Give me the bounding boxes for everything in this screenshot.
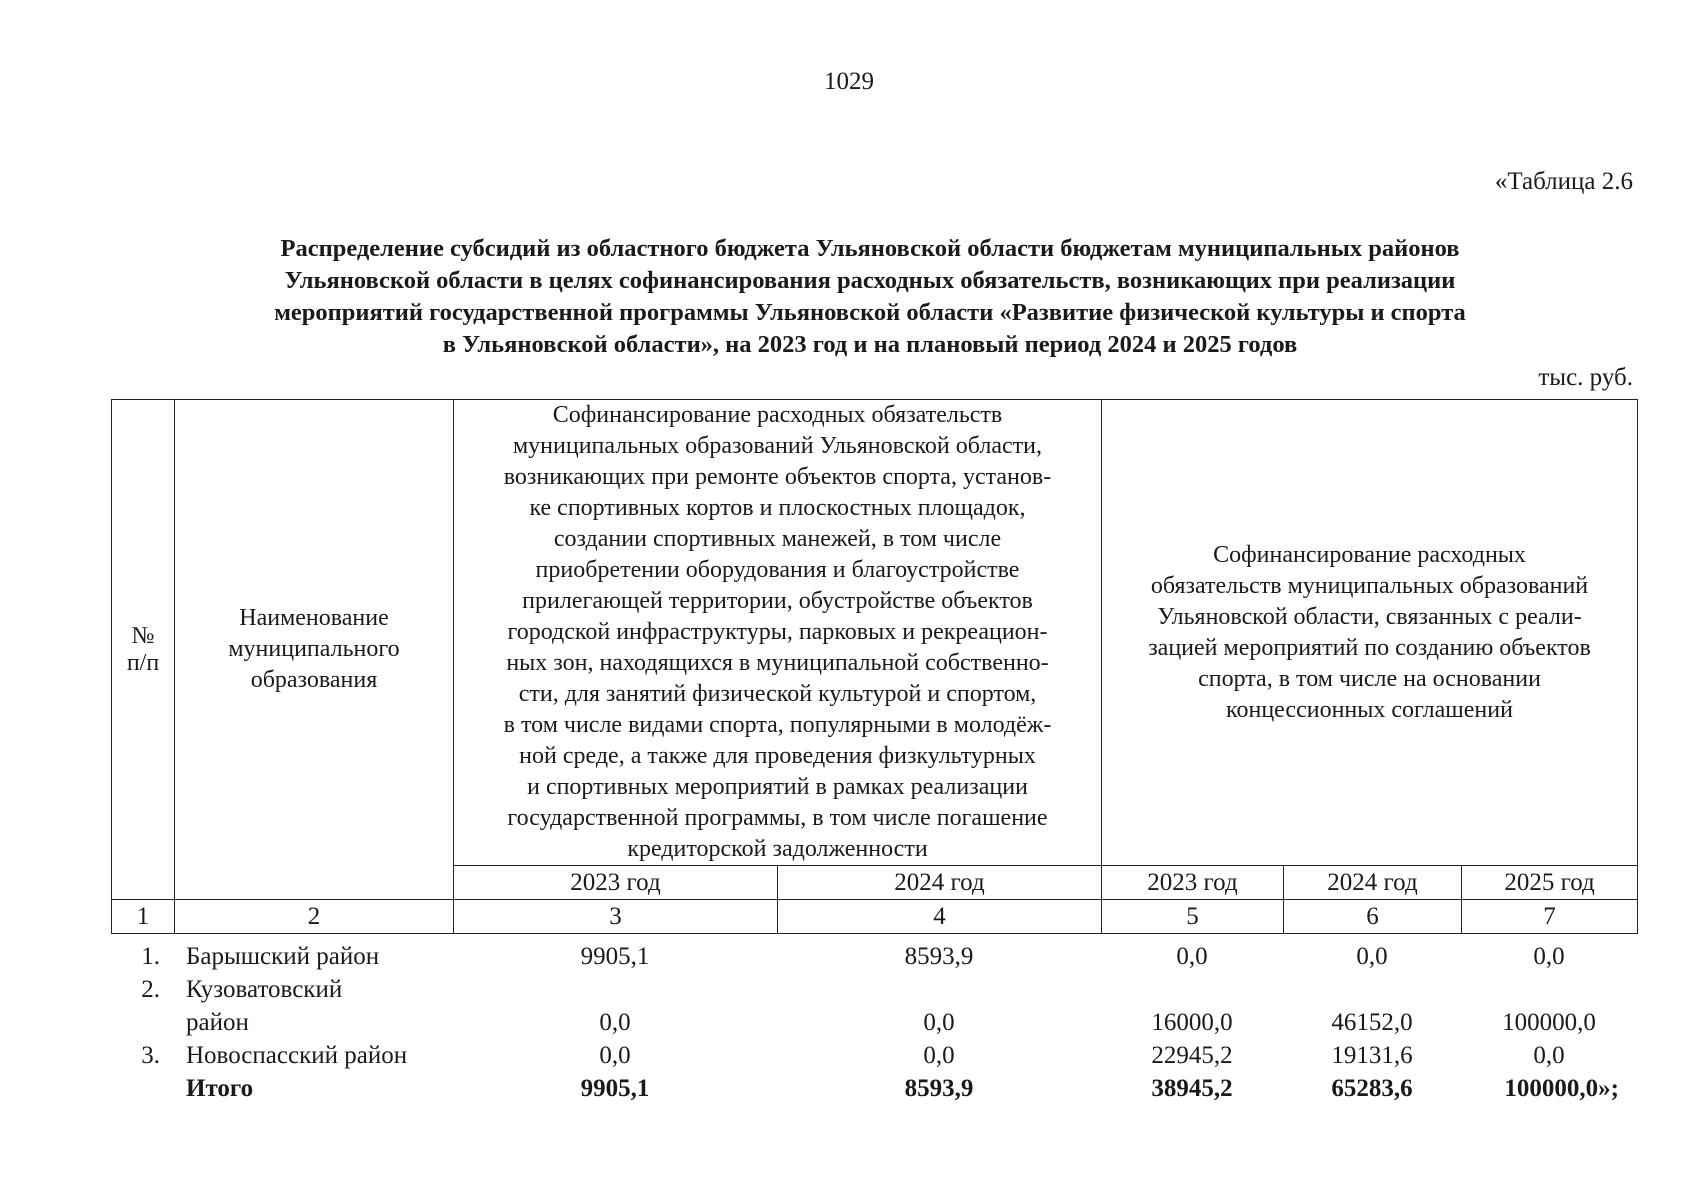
title-line: мероприятий государственной программы Ульяновской области «Развитие физической культуры и спорта [274,299,1466,326]
value-cell: 22945,2 [1151,1042,1233,1069]
year-header: 2024 год [1284,866,1462,900]
year-header: 2023 год [454,866,778,900]
header-name-line: муниципального [228,636,400,662]
header-group-line: зацией мероприятий по созданию объектов [1148,634,1591,661]
header-name-line: Наименование [239,605,389,631]
table-row [111,1039,1637,1072]
year-header: 2023 год [1102,866,1284,900]
header-group-line: спорта, в том числе на основании [1198,665,1541,692]
header-group-line: концессионных соглашений [1226,696,1513,723]
municipality-name: Новоспасский район [186,1042,408,1069]
total-value: 100000,0»; [1504,1075,1619,1102]
value-cell: 0,0 [1533,1042,1565,1069]
header-group-line: Софинансирование расходных обязательств [552,402,1003,428]
header-group-line: городской инфраструктуры, парковых и рекреацион- [507,619,1048,645]
header-group-line: ной среде, а также для проведения физкультурных [519,743,1036,769]
municipality-name-line: район [186,1009,249,1036]
table-row [111,973,1637,1039]
data-table [111,940,1637,1105]
column-number: 1 [112,900,175,934]
title-line: Распределение субсидий из областного бюджета Ульяновской области бюджетам муниципальных районов [280,235,1460,262]
value-cell: 9905,1 [580,943,650,970]
value-cell: 0,0 [923,1009,955,1036]
total-value: 9905,1 [580,1075,650,1102]
table-header [111,399,1638,934]
value-cell: 0,0 [1176,943,1208,970]
header-group-repair [454,400,1102,866]
header-group-line: прилегающей территории, обустройстве объектов [522,588,1033,614]
value-cell: 0,0 [1356,943,1388,970]
value-cell: 0,0 [1533,943,1565,970]
total-value: 65283,6 [1331,1075,1413,1102]
row-number: 3. [141,1042,160,1069]
column-number: 4 [778,900,1102,934]
header-name-cell [175,400,454,900]
column-number: 7 [1462,900,1638,934]
title-line: в Ульяновской области», на 2023 год и на плановый период 2024 и 2025 годов [442,331,1298,358]
column-number: 6 [1284,900,1462,934]
row-number-empty [111,1072,174,1105]
total-value: 38945,2 [1151,1075,1233,1102]
column-number: 5 [1102,900,1284,934]
municipality-name: Барышский район [186,943,380,970]
value-cell: 8593,9 [904,943,974,970]
header-number-cell [112,400,175,900]
header-group-line: сти, для занятий физической культурой и спортом, [518,681,1037,707]
header-group-line: Софинансирование расходных [1213,541,1526,568]
header-group-line: ке спортивных кортов и плоскостных площадок, [529,495,1026,521]
value-cell: 0,0 [599,1009,631,1036]
year-header: 2025 год [1462,866,1638,900]
value-cell: 46152,0 [1331,1009,1413,1036]
title-line: Ульяновской области в целях софинансирования расходных обязательств, возникающих при реализации [284,267,1456,294]
header-group-line: создании спортивных манежей, в том числе [553,526,1002,552]
column-number: 3 [454,900,778,934]
header-group-line: возникающих при ремонте объектов спорта, установ- [503,464,1052,490]
header-group-line: ных зон, находящихся в муниципальной собственно- [506,650,1049,676]
total-value: 8593,9 [904,1075,974,1102]
row-number: 2. [141,976,160,1003]
value-cell: 100000,0 [1502,1009,1596,1036]
header-group-line: приобретении оборудования и благоустройстве [535,557,1020,583]
row-number: 1. [141,943,160,970]
total-row [111,1072,1637,1105]
header-group-line: и спортивных мероприятий в рамках реализации [527,774,1028,800]
header-number-line: п/п [126,649,160,676]
value-cell: 19131,6 [1331,1042,1413,1069]
table-label: «Таблица 2.6 [1494,168,1633,195]
value-cell: 0,0 [599,1042,631,1069]
value-cell: 16000,0 [1151,1009,1233,1036]
header-group-line: в том числе видами спорта, популярными в молодёж- [503,712,1052,738]
municipality-name [174,973,453,1039]
header-group-line: муниципальных образований Ульяновской области, [512,433,1042,459]
document-title [120,233,1620,361]
column-number: 2 [175,900,454,934]
header-group-line: Ульяновской области, связанных с реали- [1157,603,1582,630]
page-number: 1029 [824,68,874,95]
header-group-line: кредиторской задолженности [627,836,928,862]
total-label: Итого [186,1075,254,1102]
header-name-line: образования [250,667,378,693]
year-header: 2024 год [778,866,1102,900]
units-label: тыс. руб. [1538,364,1633,391]
value-cell: 0,0 [923,1042,955,1069]
municipality-name-line: Кузоватовский [186,976,343,1003]
header-group-line: обязательств муниципальных образований [1150,572,1589,599]
table-row [111,940,1637,973]
header-number-line: № [131,622,155,649]
header-group-line: государственной программы, в том числе погашение [507,805,1048,831]
header-group-construction [1102,400,1638,866]
